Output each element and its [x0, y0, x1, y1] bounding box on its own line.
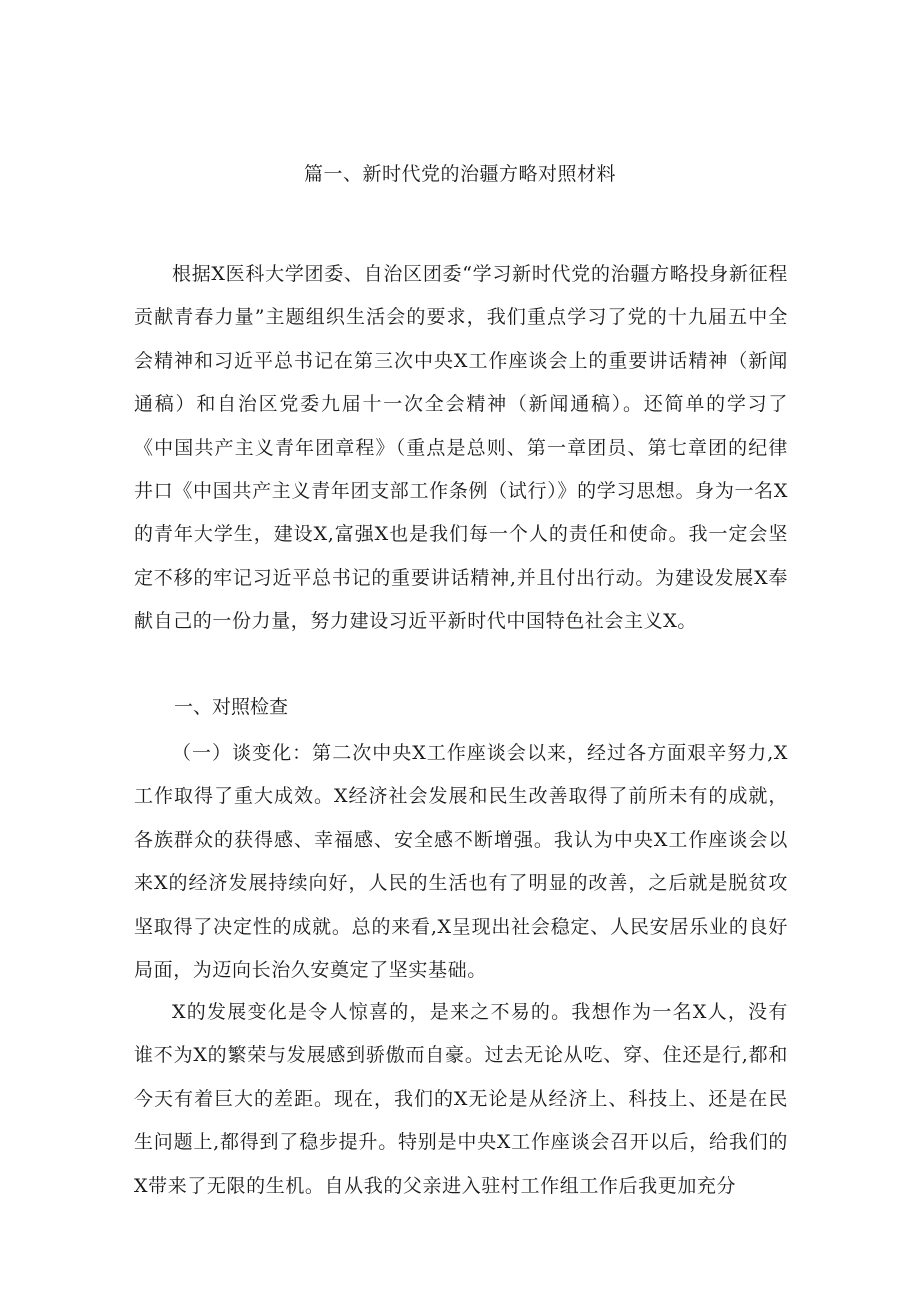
section-heading-comparison-check: 一、对照检查	[174, 696, 289, 718]
section-paragraph-changes: （一）谈变化：第二次中央X工作座谈会以来，经过各方面艰辛努力,X工作取得了重大成效。X经济社会发展和民生改善取得了前所未有的成就，各族群众的获得感、幸福感、安全感不断增强。我认为中央X工作座谈会以来X的经济发展持续向好，人民的生活也有了明显的改善，之后就是脱贫攻坚取得了决定性的成就。总的来看,X呈现出社会稳定、人民安居乐业的良好局面，为迈向长治久安奠定了坚实基础。	[134, 742, 788, 982]
intro-paragraph: 根据X医科大学团委、自治区团委“学习新时代党的治疆方略投身新征程贡献青春力量”主题组织生活会的要求，我们重点学习了党的十九届五中全会精神和习近平总书记在第三次中央X工作座谈会上的重要讲话精神（新闻通稿）和自治区党委九届十一次全会精神（新闻通稿）。还简单的学习了《中国共产主义青年团章程》（重点是总则、第一章团员、第七章团的纪律井口《中国共产主义青年团支部工作条例（试行）》的学习思想。身为一名X的青年大学生，建设X,富强X也是我们每一个人的责任和使命。我一定会坚定不移的牢记习近平总书记的重要讲话精神,并且付出行动。为建设发展X奉献自己的一份力量，努力建设习近平新时代中国特色社会主义X。	[134, 263, 788, 633]
section-paragraph-development: X的发展变化是令人惊喜的，是来之不易的。我想作为一名X人，没有谁不为X的繁荣与发展感到骄傲而自豪。过去无论从吃、穿、住还是行,都和今天有着巨大的差距。现在，我们的X无论是从经济上、科技上、还是在民生问题上,都得到了稳步提升。特别是中央X工作座谈会召开以后，给我们的X带来了无限的生机。自从我的父亲进入驻村工作组工作后我更加充分	[134, 1001, 788, 1197]
document-title: 篇一、新时代党的治疆方略对照材料	[303, 163, 616, 185]
